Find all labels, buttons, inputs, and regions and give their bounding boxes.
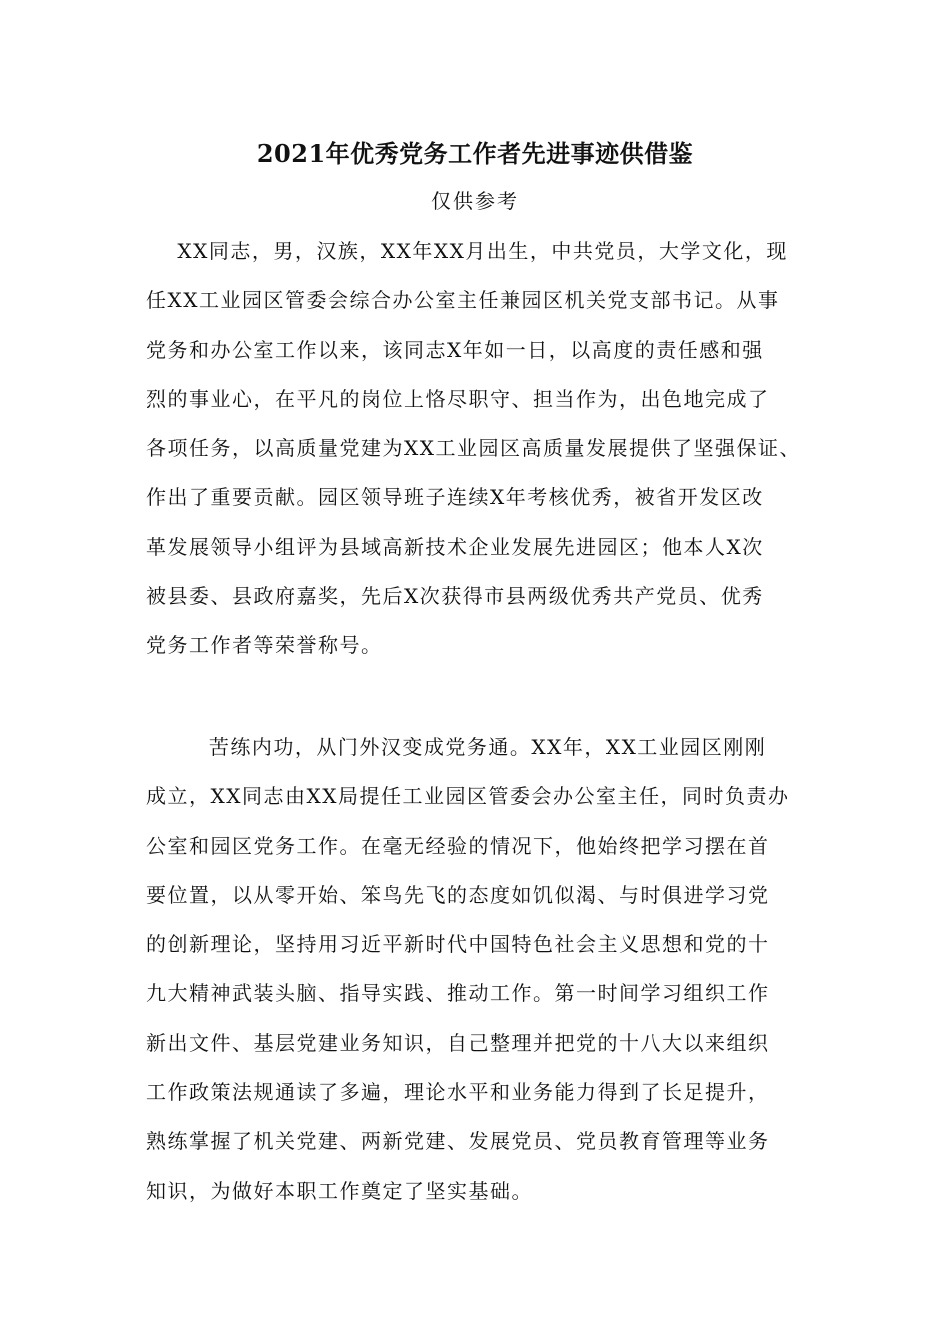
- paragraph-line: 的创新理论，坚持用习近平新时代中国特色社会主义思想和党的十: [146, 932, 770, 957]
- paragraph-line: 各项任务，以高质量党建为XX工业园区高质量发展提供了坚强保证、: [146, 436, 801, 461]
- paragraph-line: XX同志，男，汉族，XX年XX月出生，中共党员，大学文化，现: [146, 239, 788, 263]
- paragraph-line: 任XX工业园区管委会综合办公室主任兼园区机关党支部书记。从事: [146, 288, 780, 313]
- paragraph-1: [146, 236, 826, 680]
- paragraph-line: 烈的事业心，在平凡的岗位上恪尽职守、担当作为，出色地完成了: [146, 386, 770, 411]
- paragraph-line: 新出文件、基层党建业务知识，自己整理并把党的十八大以来组织: [146, 1030, 770, 1055]
- document-title: 2021年优秀党务工作者先进事迹供借鉴: [256, 139, 694, 168]
- paragraph-line: 九大精神武装头脑、指导实践、推动工作。第一时间学习组织工作: [146, 981, 770, 1006]
- paragraph-line: 公室和园区党务工作。在毫无经验的情况下，他始终把学习摆在首: [146, 833, 770, 858]
- paragraph-line: 革发展领导小组评为县域高新技术企业发展先进园区；他本人X次: [146, 534, 764, 559]
- paragraph-line: 知识，为做好本职工作奠定了坚实基础。: [146, 1178, 533, 1203]
- paragraph-line: 作出了重要贡献。园区领导班子连续X年考核优秀，被省开发区改: [146, 485, 764, 510]
- paragraph-line: 苦练内功，从门外汉变成党务通。XX年，XX工业园区刚刚: [146, 735, 767, 759]
- document-subtitle: 仅供参考: [431, 189, 519, 213]
- paragraph-line: 要位置，以从零开始、笨鸟先飞的态度如饥似渴、与时俱进学习党: [146, 882, 770, 907]
- paragraph-line: 被县委、县政府嘉奖，先后X次获得市县两级优秀共产党员、优秀: [146, 584, 764, 609]
- paragraph-line: 熟练掌握了机关党建、两新党建、发展党员、党员教育管理等业务: [146, 1129, 770, 1154]
- paragraph-line: 党务工作者等荣誉称号。: [146, 633, 383, 658]
- paragraph-line: 工作政策法规通读了多遍，理论水平和业务能力得到了长足提升，: [146, 1080, 770, 1105]
- paragraph-line: 党务和办公室工作以来，该同志X年如一日，以高度的责任感和强: [146, 337, 764, 362]
- paragraph-2: [146, 732, 826, 1225]
- paragraph-line: 成立，XX同志由XX局提任工业园区管委会办公室主任，同时负责办: [146, 784, 790, 809]
